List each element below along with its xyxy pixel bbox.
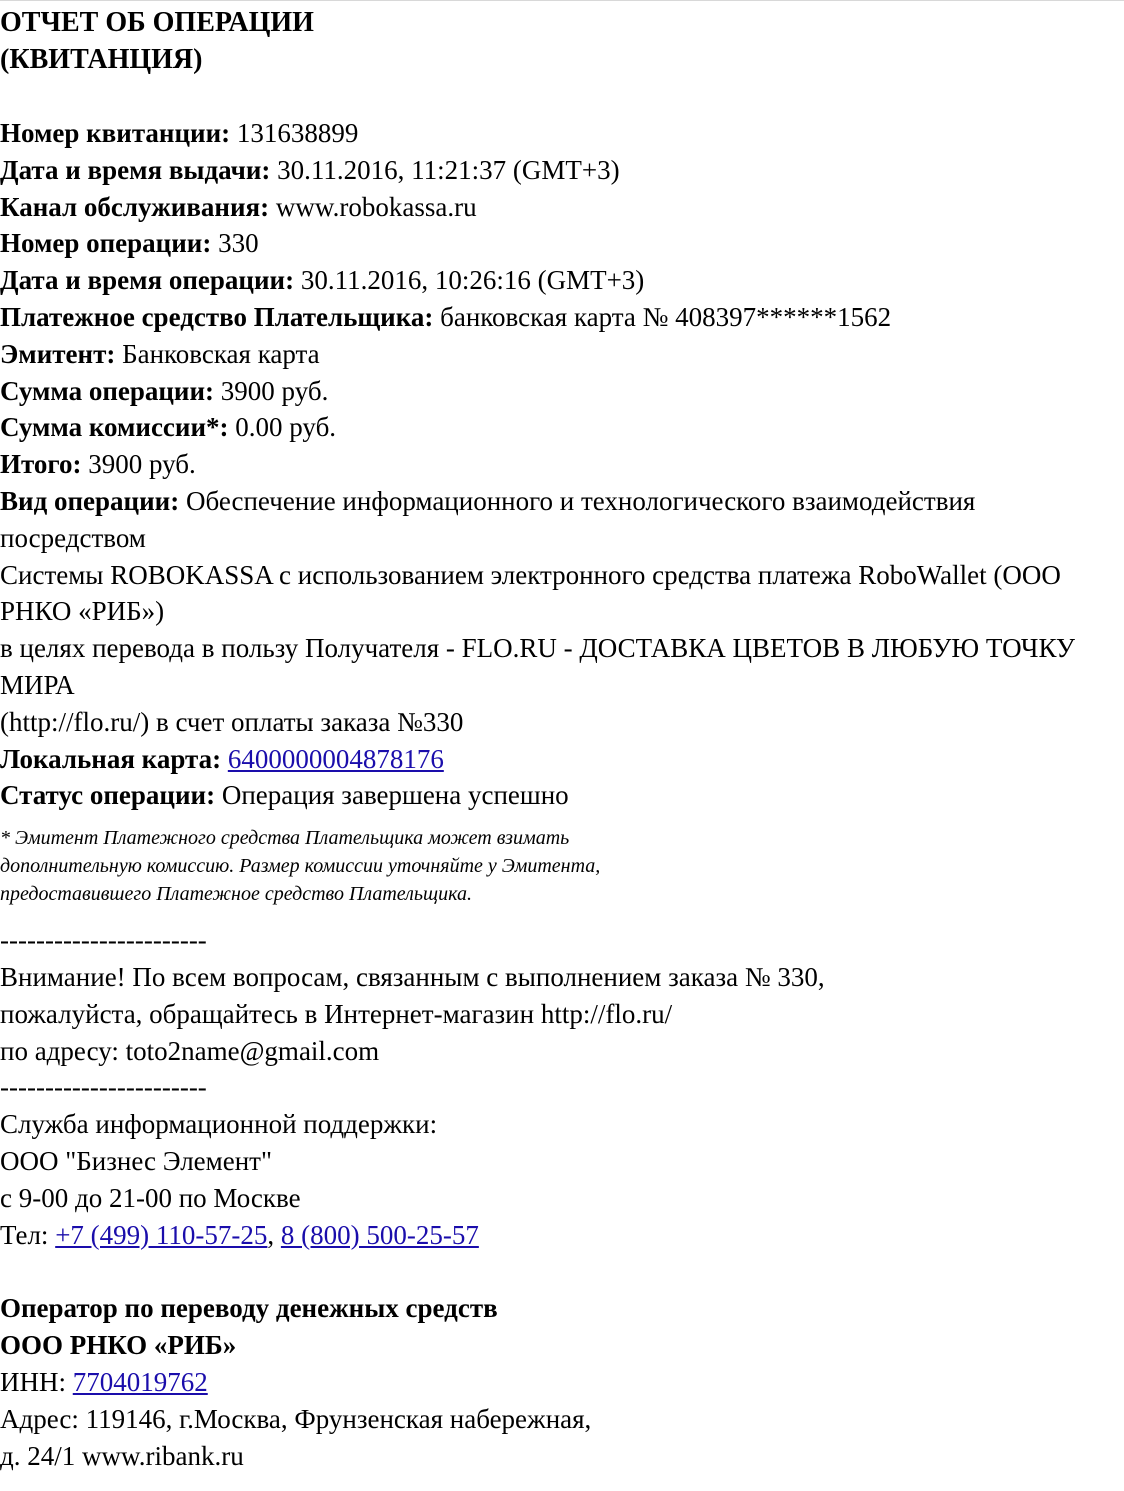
commission-footnote [0,824,1124,908]
field-label: Сумма операции: [0,375,215,406]
field-label: Платежное средство Плательщика: [0,301,434,332]
phone-label: Тел: [0,1219,56,1250]
operator-name-text: ООО РНКО «РИБ» [0,1330,237,1361]
field-value: www.robokassa.ru [269,191,477,222]
field-label: Статус операции: [0,780,216,811]
top-divider [0,0,1124,1]
field-value: 3900 руб. [81,449,196,480]
operation-number-row [0,225,1124,262]
operator-title-line2 [0,1327,1124,1364]
commission-row [0,409,1124,446]
operation-type-continued: (http://flo.ru/) в счет оплаты заказа №330 [0,706,464,737]
amount-row [0,373,1124,410]
operator-address-line: Адрес: 119146, г.Москва, Фрунзенская набережная, [0,1403,592,1434]
attention-line: пожалуйста, обращайтесь в Интернет-магазин http://flo.ru/ [0,998,673,1029]
field-value: 30.11.2016, 10:26:16 (GMT+3) [294,265,645,296]
phone-link-2[interactable]: 8 (800) 500-25-57 [280,1219,479,1250]
field-value: 30.11.2016, 11:21:37 (GMT+3) [270,154,620,185]
local-card-link[interactable]: 6400000004878176 [227,743,444,774]
separator-line: ----------------------- [0,1072,207,1103]
field-label: Дата и время операции: [0,265,295,296]
status-row [0,777,1124,814]
footnote-line: предоставившего Платежное средство Плательщика. [0,883,472,906]
field-value: 330 [211,228,259,259]
field-label: Вид операции: [0,485,180,516]
field-label: Канал обслуживания: [0,191,270,222]
operator-address-line: д. 24/1 www.ribank.ru [0,1440,244,1471]
operation-type-row [0,483,1120,557]
issue-datetime-row [0,152,1124,189]
field-label: Дата и время выдачи: [0,154,271,185]
operation-datetime-row [0,262,1124,299]
phone-link-1[interactable]: +7 (499) 110-57-25 [55,1219,268,1250]
local-card-row [0,741,1124,778]
spacer [0,78,1124,115]
footnote-line: * Эмитент Платежного средства Плательщика может взимать [0,827,570,850]
field-value: Банковская карта [115,338,320,369]
field-value: Обеспечение информационного и технологического взаимодействия посредством [0,485,976,553]
receipt-number-row [0,115,1124,152]
field-label: Номер операции: [0,228,212,259]
operator-title-text: Оператор по переводу денежных средств [0,1293,498,1324]
field-value: банковская карта № 408397******1562 [433,301,892,332]
spacer [0,1253,1124,1290]
issuer-row [0,336,1124,373]
field-value: 0.00 руб. [228,412,337,443]
field-label: Номер квитанции: [0,118,231,148]
field-label: Сумма комиссии*: [0,412,229,443]
field-value: Операция завершена успешно [215,780,569,811]
total-row [0,446,1124,483]
operator-inn-row [0,1364,1124,1401]
channel-row [0,189,1124,226]
receipt-title-line1: ОТЧЕТ ОБ ОПЕРАЦИИ [0,7,314,38]
phone-separator: , [267,1219,281,1250]
payment-means-row [0,299,1124,336]
field-label: Локальная карта: [0,743,222,774]
support-line: Служба информационной поддержки: [0,1109,438,1140]
support-line: ООО "Бизнес Элемент" [0,1145,272,1176]
operator-title-line1 [0,1290,1124,1327]
field-label: Итого: [0,449,82,480]
field-label: Эмитент: [0,338,116,369]
separator-line: ----------------------- [0,925,207,956]
operation-type-continued: Системы ROBOKASSA с использованием электронного средства платежа RoboWallet (ООО РНКО «РИБ») [0,559,1061,627]
operation-type-continued: в целях перевода в пользу Получателя - FLO.RU - ДОСТАВКА ЦВЕТОВ В ЛЮБУЮ ТОЧКУ МИРА [0,633,1076,700]
field-value: 131638899 [230,118,359,148]
support-phones-row [0,1217,1124,1254]
inn-link[interactable]: 7704019762 [72,1366,208,1397]
receipt-title-line2: (КВИТАНЦИЯ) [0,44,203,75]
inn-label: ИНН: [0,1366,73,1397]
attention-line: Внимание! По всем вопросам, связанным с выполнением заказа № 330, [0,961,825,992]
support-line: с 9-00 до 21-00 по Москве [0,1182,301,1213]
footnote-line: дополнительную комиссию. Размер комиссии уточняйте у Эмитента, [0,855,601,878]
field-value: 3900 руб. [214,375,329,406]
attention-line: по адресу: toto2name@gmail.com [0,1035,380,1066]
